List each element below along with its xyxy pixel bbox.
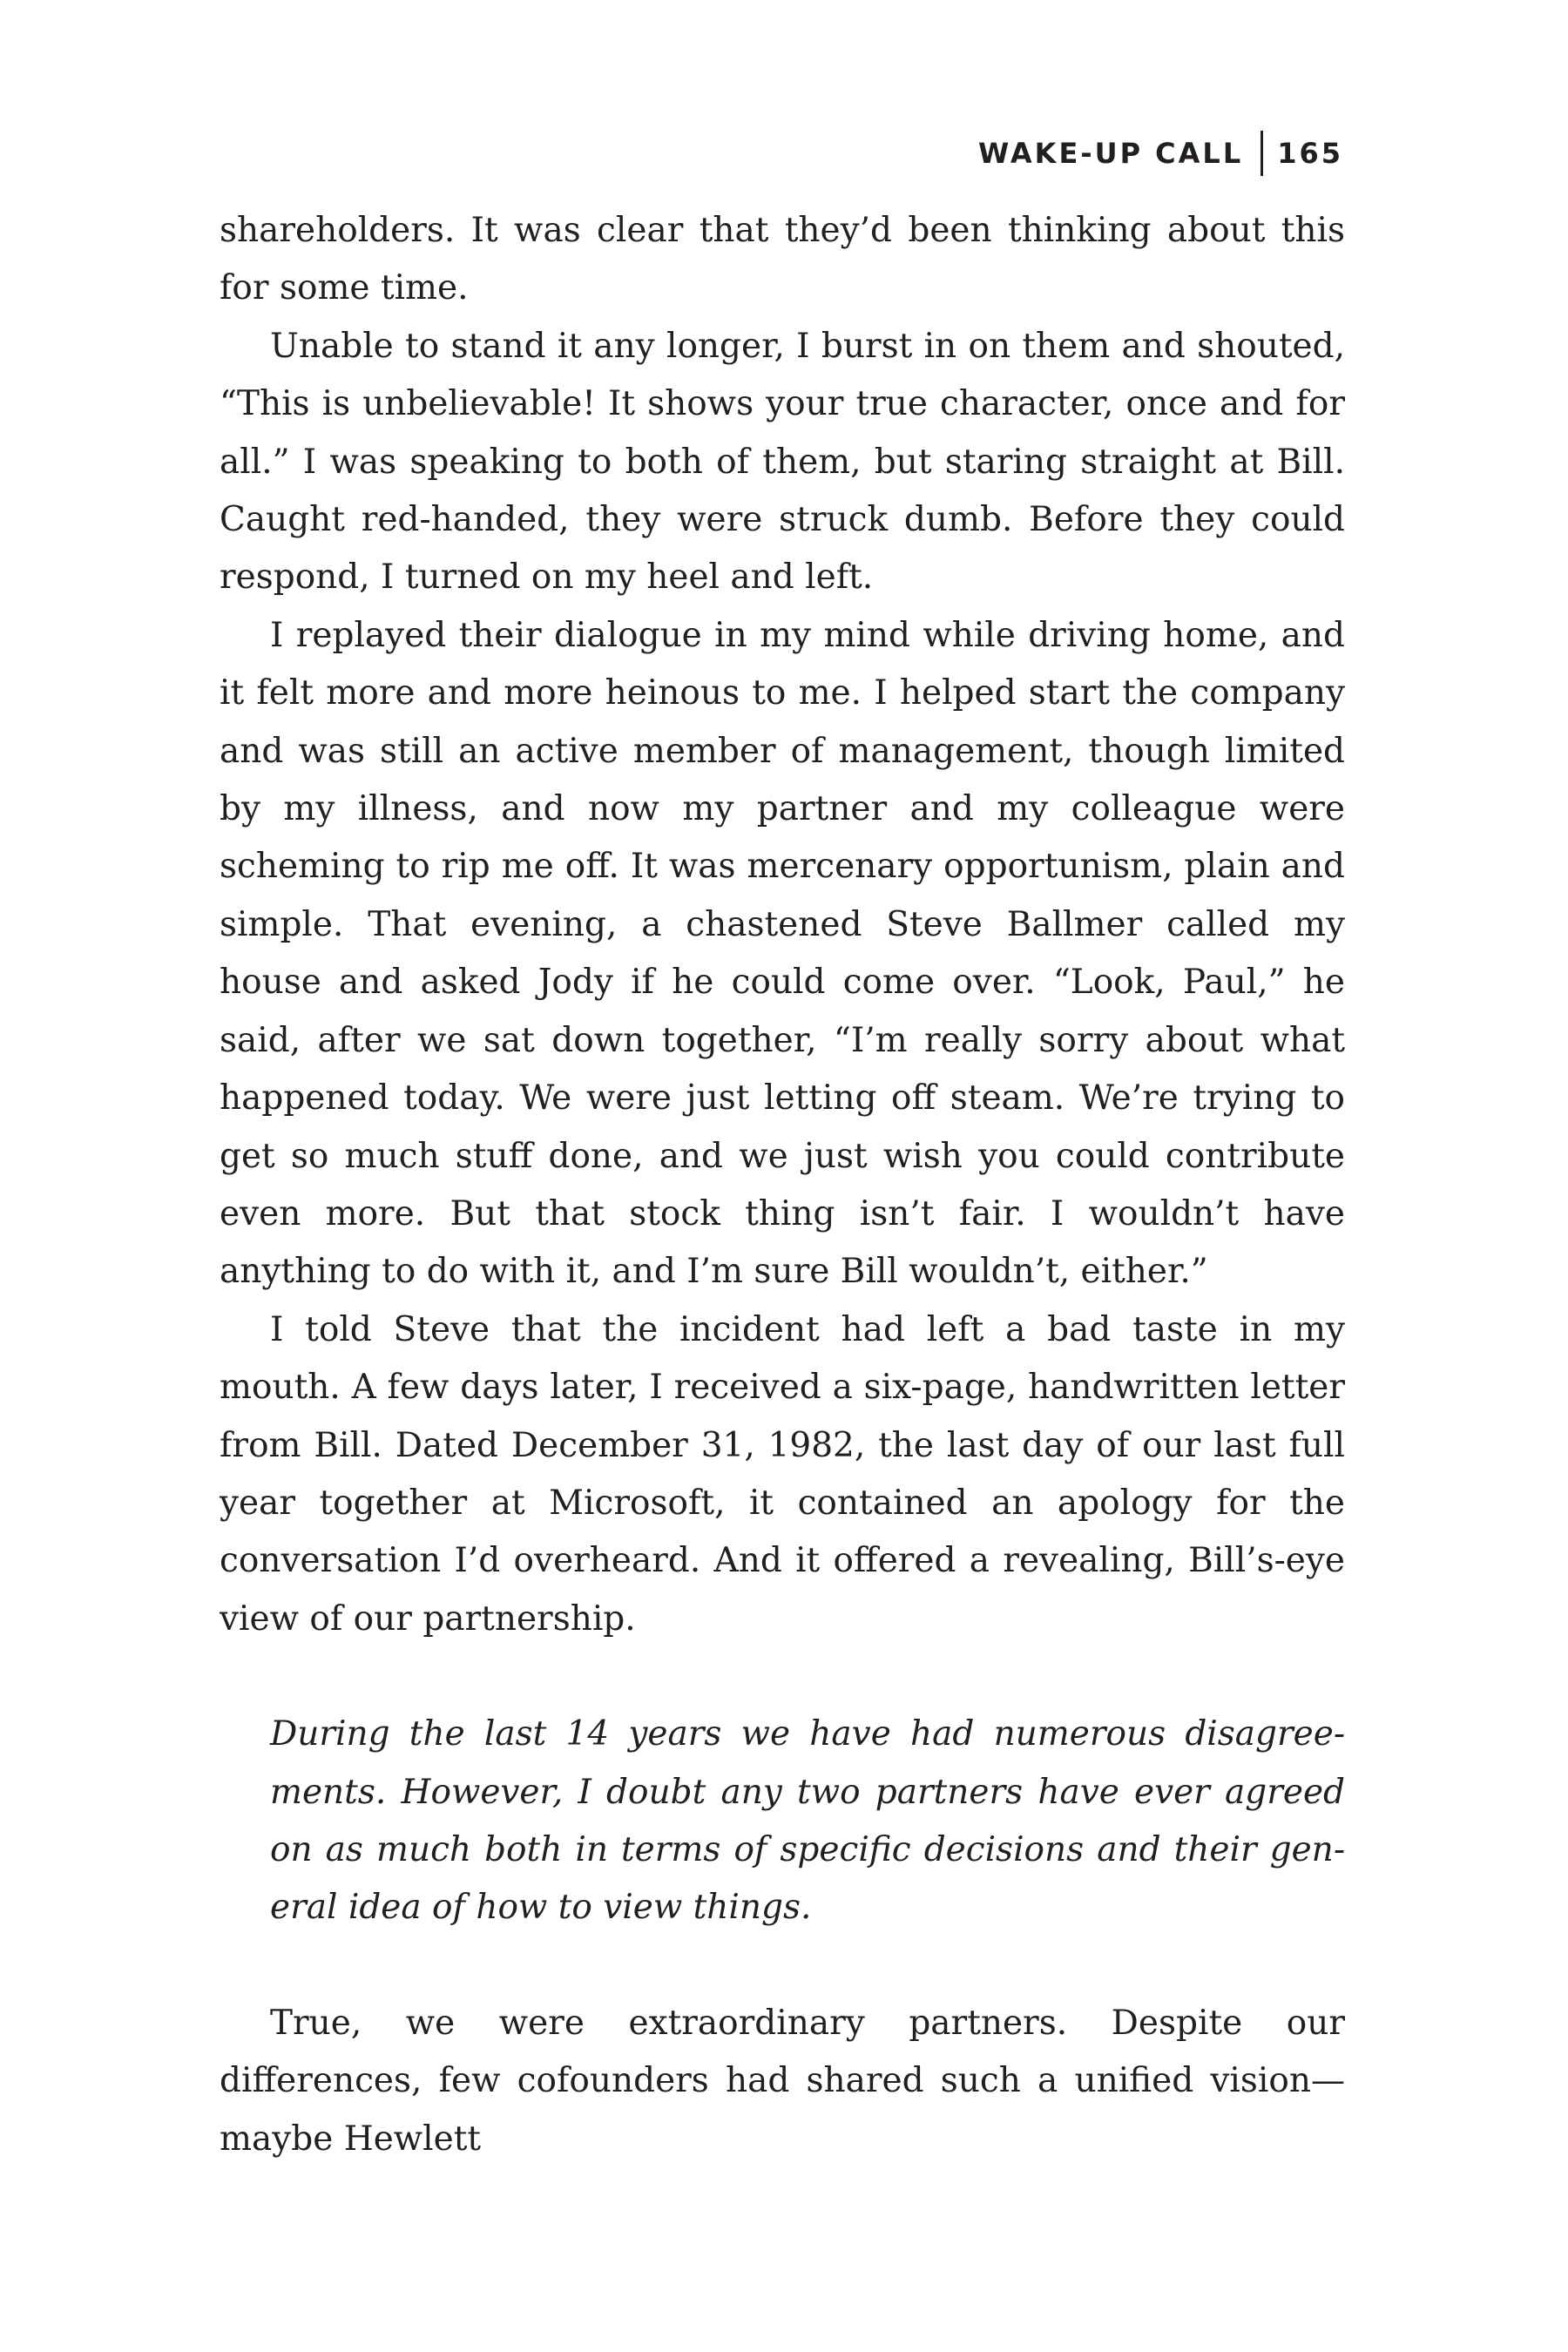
page-body bbox=[220, 202, 1345, 2168]
page-number: 165 bbox=[1277, 137, 1343, 170]
running-title: WAKE-UP CALL bbox=[978, 137, 1244, 170]
paragraph: I told Steve that the incident had left a bad taste in my mouth. A few days later, I received a six-page, handwritten letter from Bill. Dated December 31, 1982, the last day of our last full year together at Microsoft, it contained an apology for the conversation I’d overheard. And it offered a revealing, Bill’s-eye view of our partnership. bbox=[220, 1309, 1345, 1639]
header-divider bbox=[1260, 131, 1263, 176]
letter-quote: During the last 14 years we have had numerous disagreements. However, I doubt any two partners have ever agreed on as much both in terms of specific decisions and their general idea of how to view things. bbox=[270, 1714, 1345, 1928]
running-head bbox=[978, 131, 1343, 176]
paragraph: True, we were extraordinary partners. Despite our differences, few cofounders had shared such a unified vision—maybe Hewlett bbox=[220, 2003, 1345, 2159]
paragraph: Unable to stand it any longer, I burst in on them and shouted, “This is unbelievable! It shows your true character, once and for all.” I was speaking to both of them, but staring straight at Bill. Caught red-handed, they were struck dumb. Before they could respond, I turned on my heel and left. bbox=[220, 326, 1345, 598]
paragraph: I replayed their dialogue in my mind while driving home, and it felt more and more heinous to me. I helped start the company and was still an active member of management, though limited by my illness, and now my partner and my colleague were scheming to rip me off. It was mercenary opportunism, plain and simple. That evening, a chastened Steve Ballmer called my house and asked Jody if he could come over. “Look, Paul,” he said, after we sat down together, “I’m really sorry about what happened today. We were just letting off steam. We’re trying to get so much stuff done, and we just wish you could contribute even more. But that stock thing isn’t fair. I wouldn’t have anything to do with it, and I’m sure Bill wouldn’t, either.” bbox=[220, 615, 1345, 1292]
paragraph: shareholders. It was clear that they’d been thinking about this for some time. bbox=[220, 211, 1345, 308]
